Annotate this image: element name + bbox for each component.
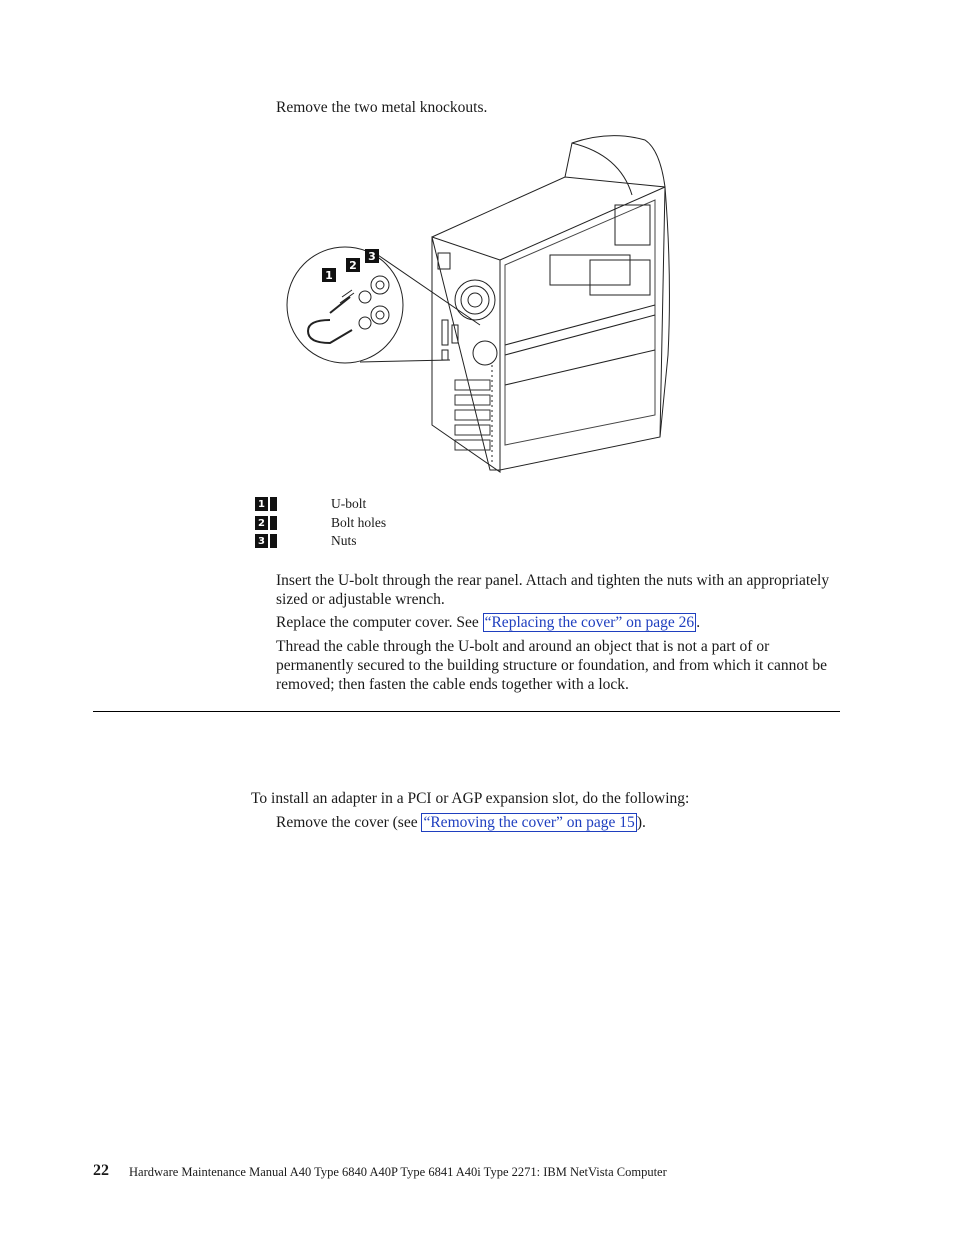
callout-badge-1 [322,268,336,282]
legend-badge-tail [270,497,277,511]
legend-label: U-bolt [331,496,367,511]
legend-number-badge: 3 [255,534,268,548]
legend-number-badge: 2 [255,516,268,530]
footer-title: Hardware Maintenance Manual A40 Type 6840 A40P Type 6841 A40i Type 2271: IBM NetVista Computer [129,1165,667,1179]
step-text: Replace the computer cover. See [276,614,483,631]
step-remove-knockouts: Remove the two metal knockouts. [276,99,488,116]
step-text: Remove the cover (see [276,814,422,831]
page-number: 22 [93,1162,109,1179]
callout-badge-3 [365,249,379,263]
section-divider [93,711,840,712]
legend-label: Bolt holes [331,515,387,530]
replacing-cover-link[interactable]: “Replacing the cover” on page 26 [484,614,695,631]
svg-text:1: 1 [325,269,333,282]
legend-badge-tail [270,534,277,548]
ubolt-installation-illustration [280,125,690,480]
step-text: . [696,614,701,631]
legend-item [255,514,387,532]
legend-item [255,495,367,513]
legend-number-badge: 1 [255,497,268,511]
step-thread-cable: Thread the cable through the U-bolt and around an object that is not a part of or permanently secured to the building structure or foundation, and from which it cannot be removed; then fasten the cable ends together with a lock. [276,638,827,693]
step-remove-cover [276,813,836,832]
legend-item [255,532,357,550]
adapter-intro: To install an adapter in a PCI or AGP expansion slot, do the following: [251,790,690,807]
step-text: ). [636,814,646,831]
legend-badge-tail [270,516,277,530]
step-replace-cover [276,613,836,632]
removing-cover-link[interactable]: “Removing the cover” on page 15 [423,814,635,831]
callout-badge-2 [346,258,360,272]
svg-text:3: 3 [368,250,376,263]
step-insert-ubolt: Insert the U-bolt through the rear panel. Attach and tighten the nuts with an appropriately sized or adjustable wrench. [276,572,830,608]
svg-text:2: 2 [349,259,357,272]
legend-label: Nuts [331,533,357,548]
